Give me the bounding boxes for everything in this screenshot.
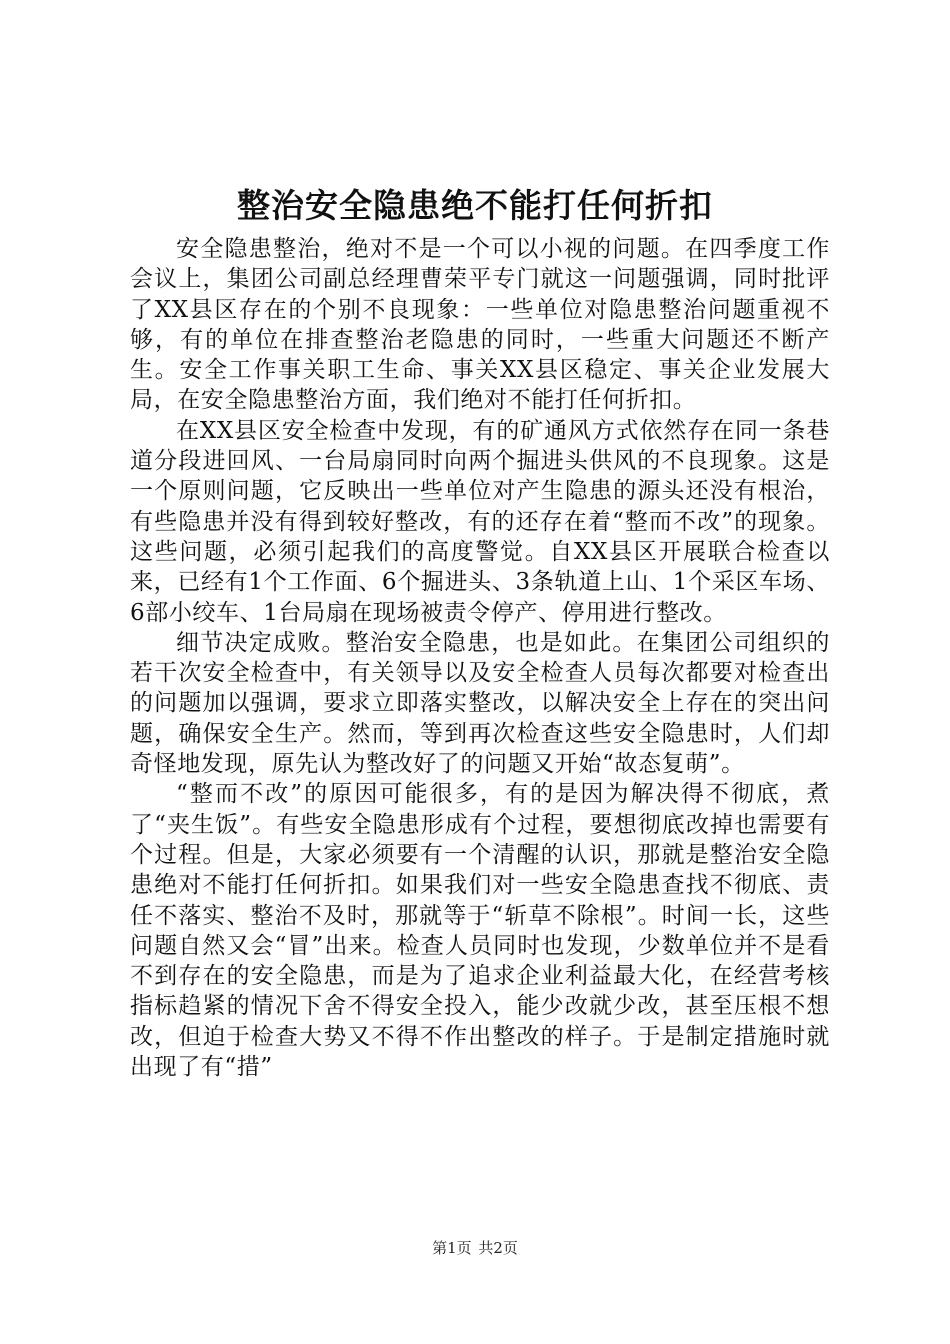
page-number-footer: 第1页 共2页: [432, 1239, 518, 1257]
paragraph-2: 在XX县区安全检查中发现，有的矿通风方式依然存在同一条巷道分段进回风、一台局扇同时向两个掘进头供风的不良现象。这是一个原则问题，它反映出一些单位对产生隐患的源头还没有根治，有些隐患并没有得到较好整改，有的还存在着“整而不改”的现象。这些问题，必须引起我们的高度警觉。自XX县区开展联合检查以来，已经有1个工作面、6个掘进头、3条轨道上山、1个采区车场、6部小绞车、1台局扇在现场被责令停产、停用进行整改。: [130, 417, 830, 626]
document-body: [130, 234, 830, 1082]
paragraph-1: 安全隐患整治，绝对不是一个可以小视的问题。在四季度工作会议上，集团公司副总经理曹荣平专门就这一问题强调，同时批评了XX县区存在的个别不良现象：一些单位对隐患整治问题重视不够，有的单位在排查整治老隐患的同时，一些重大问题还不断产生。安全工作事关职工生命、事关XX县区稳定、事关企业发展大局，在安全隐患整治方面，我们绝对不能打任何折扣。: [130, 236, 830, 414]
paragraph-4: “整而不改”的原因可能很多，有的是因为解决得不彻底，煮了“夹生饭”。有些安全隐患形成有个过程，要想彻底改掉也需要有个过程。但是，大家必须要有一个清醒的认识，那就是整治安全隐患绝对不能打任何折扣。如果我们对一些安全隐患查找不彻底、责任不落实、整治不及时，那就等于“斩草不除根”。时间一长，这些问题自然又会“冒”出来。检查人员同时也发现，少数单位并不是看不到存在的安全隐患，而是为了追求企业利益最大化，在经营考核指标趋紧的情况下舍不得安全投入，能少改就少改，甚至压根不想改，但迫于检查大势又不得不作出整改的样子。于是制定措施时就出现了有“措”: [130, 781, 830, 1081]
paragraph-3: 细节决定成败。整治安全隐患，也是如此。在集团公司组织的若干次安全检查中，有关领导以及安全检查人员每次都要对检查出的问题加以强调，要求立即落实整改，以解决安全上存在的突出问题，确保安全生产。然而，等到再次检查这些安全隐患时，人们却奇怪地发现，原先认为整改好了的问题又开始“故态复萌”。: [130, 629, 830, 778]
document-title: 整治安全隐患绝不能打任何折扣: [237, 186, 713, 225]
